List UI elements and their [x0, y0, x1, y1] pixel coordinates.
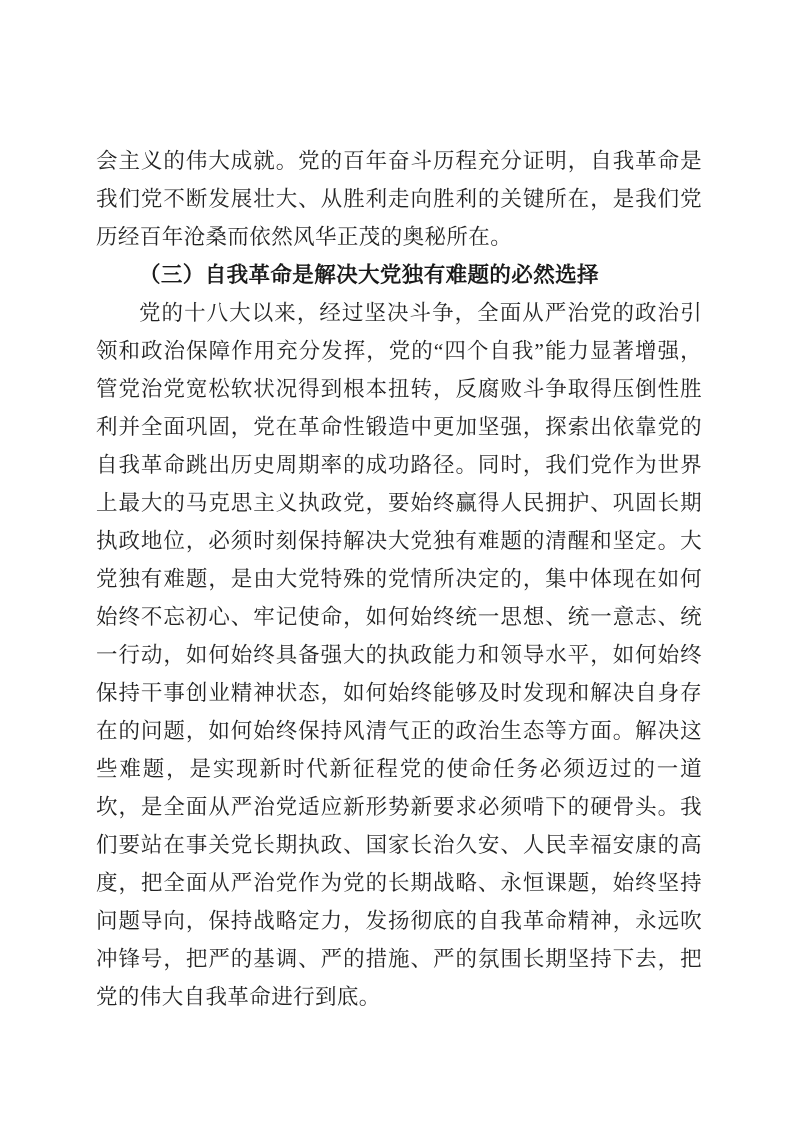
section-heading: （三）自我革命是解决大党独有难题的必然选择 — [139, 263, 599, 287]
body-paragraph: 党的十八大以来，经过坚决斗争，全面从严治党的政治引领和政治保障作用充分发挥，党的“四个自我”能力显著增强，管党治党宽松软状况得到根本扭转，反腐败斗争取得压倒性胜利并全面巩固，党在革命性锻造中更加坚强，探索出依靠党的自我革命跳出历史周期率的成功路径。同时，我们党作为世界上最大的马克思主义执政党，要始终赢得人民拥护、巩固长期执政地位，必须时刻保持解决大党独有难题的清醒和坚定。大党独有难题，是由大党特殊的党情所决定的，集中体现在如何始终不忘初心、牢记使命，如何始终统一思想、统一意志、统一行动，如何始终具备强大的执政能力和领导水平，如何始终保持干事创业精神状态，如何始终能够及时发现和解决自身存在的问题，如何始终保持风清气正的政治生态等方面。解决这些难题，是实现新时代新征程党的使命任务必须迈过的一道坎，是全面从严治党适应新形势新要求必须啃下的硬骨头。我们要站在事关党长期执政、国家长治久安、人民幸福安康的高度，把全面从严治党作为党的长期战略、永恒课题，始终坚持问题导向，保持战略定力，发扬彻底的自我革命精神，永远吹冲锋号，把严的基调、严的措施、严的氛围长期坚持下去，把党的伟大自我革命进行到底。 — [96, 301, 702, 1009]
document-content — [96, 142, 702, 1016]
continuation-paragraph: 会主义的伟大成就。党的百年奋斗历程充分证明，自我革命是我们党不断发展壮大、从胜利走向胜利的关键所在，是我们党历经百年沧桑而依然风华正茂的奥秘所在。 — [96, 149, 702, 249]
